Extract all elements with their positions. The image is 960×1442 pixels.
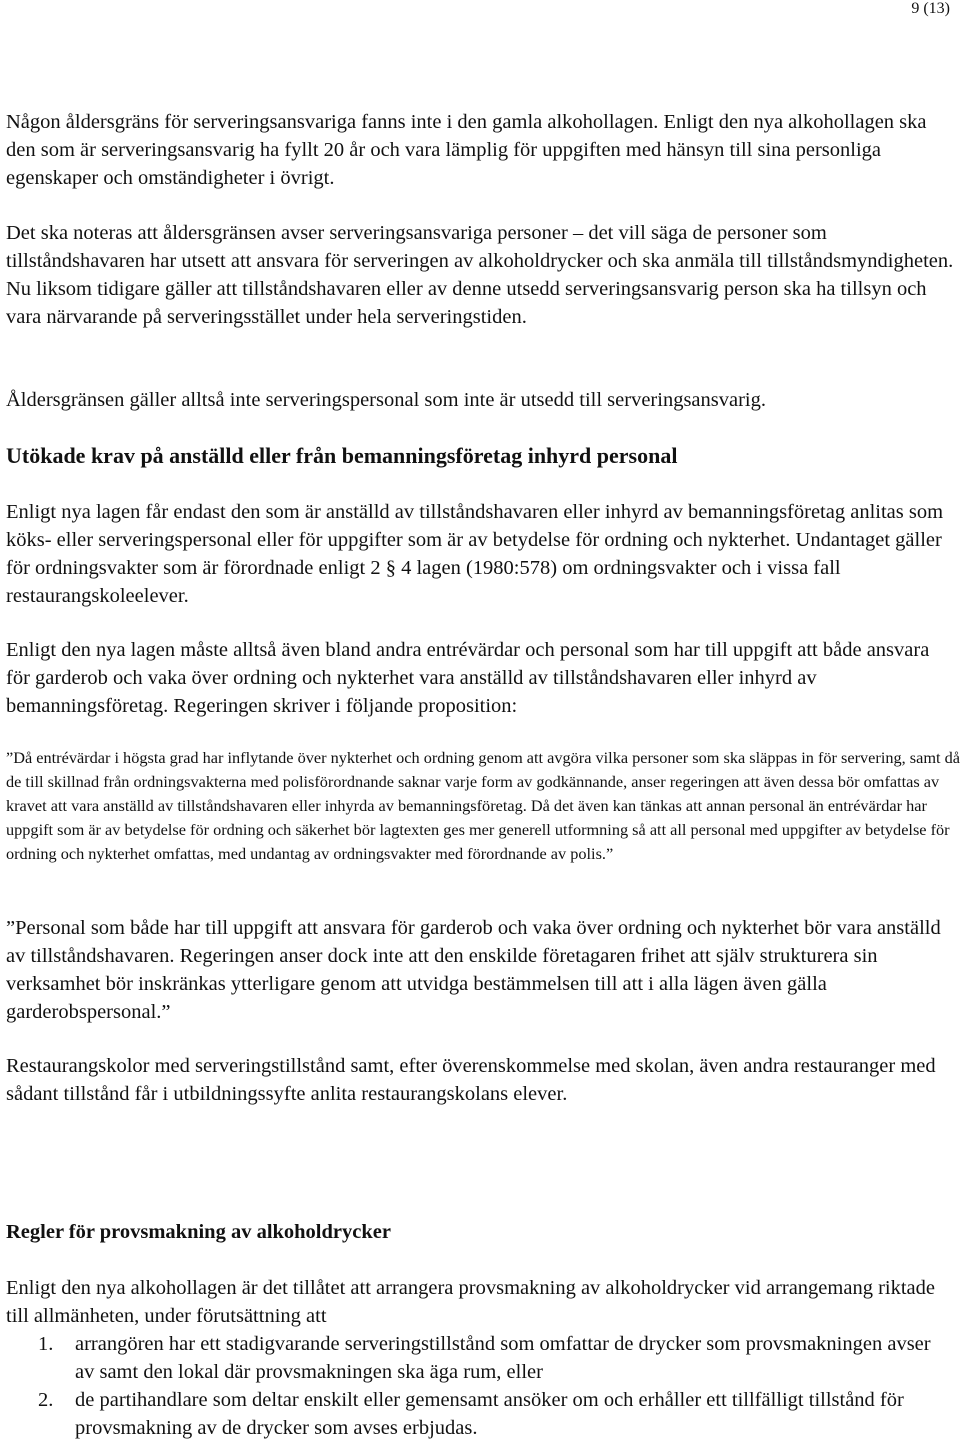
- list-item-text: de partihandlare som deltar enskilt eller gemensamt ansöker om och erhåller ett tillfälligt tillstånd för provsmakning av de drycker som avses erbjudas.: [75, 1389, 904, 1439]
- section-heading-staff-requirements: Utökade krav på anställd eller från bemanningsföretag inhyrd personal: [6, 443, 678, 468]
- list-item-text: arrangören har ett stadigvarande serveringstillstånd som omfattar de drycker som provsmakningen avser av samt den lokal där provsmakningen ska äga rum, eller: [75, 1333, 931, 1383]
- paragraph-age-limit: Någon åldersgräns för serveringsansvariga fanns inte i den gamla alkohollagen. Enligt den nya alkohollagen ska den som är serveringsansvarig ha fyllt 20 år och vara lämplig för uppgiften med hänsyn till sina personliga egenskaper och omständigheter i övrigt.: [6, 111, 927, 189]
- quote-proposition-2: ”Personal som både har till uppgift att ansvara för garderob och vaka över ordning och nykterhet bör vara anställd av tillståndshavaren. Regeringen anser dock inte att den enskilde företagaren frihet att själv strukturera sin verksamhet bör inskränkas ytterligare genom att utvidga bestämmelsen till att i alla lägen även gälla garderobspersonal.”: [6, 917, 941, 1023]
- page-number: 9 (13): [911, 0, 950, 17]
- paragraph-restaurant-schools: Restaurangskolor med serveringstillstånd samt, efter överenskommelse med skolan, även andra restauranger med sådant tillstånd får i utbildningssyfte anlita restaurangskolans elever.: [6, 1055, 936, 1105]
- paragraph-tasting-intro: Enligt den nya alkohollagen är det tillåtet att arrangera provsmakning av alkoholdrycker vid arrangemang riktade till allmänheten, under förutsättning att: [6, 1277, 935, 1327]
- paragraph-age-limit-scope: Åldersgränsen gäller alltså inte serveringspersonal som inte är utsedd till serveringsansvarig.: [6, 389, 766, 411]
- paragraph-staff-rules: Enligt nya lagen får endast den som är anställd av tillståndshavaren eller inhyrd av bemanningsföretag anlitas som köks- eller serveringspersonal eller för uppgifter som är av betydelse för ordning och nykterhet. Undantaget gäller för ordningsvakter som är förordnade enligt 2 § 4 lagen (1980:578) om ordningsvakter och i vissa fall restaurangskoleelever.: [6, 501, 944, 607]
- paragraph-entry-hosts: Enligt den nya lagen måste alltså även bland andra entrévärdar och personal som har till uppgift att både ansvara för garderob och vaka över ordning och nykterhet vara anställd av tillståndshavaren eller inhyrd av bemanningsföretag. Regeringen skriver i följande proposition:: [6, 639, 930, 717]
- section-heading-tasting-rules: Regler för provsmakning av alkoholdrycker: [6, 1221, 391, 1243]
- quote-proposition-1: ”Då entrévärdar i högsta grad har inflytande över nykterhet och ordning genom att avgöra vilka personer som ska släppas in för servering, samt då de till skillnad från ordningsvakterna med polisförordnande saknar varje form av godkännande, anser regeringen att även dessa bör omfattas av kravet att vara anställd av tillståndshavaren eller inhyrda av bemanningsföretag. Då det även kan tänkas att annan personal än entrévärdar har uppgift som är av betydelse för ordning och säkerhet bör lagtexten ges mer generell utformning så att all personal med uppgifter av betydelse för ordning och nykterhet omfattas, med undantag av ordningsvakter med förordnande av polis.”: [6, 748, 960, 863]
- paragraph-responsible-persons: Det ska noteras att åldersgränsen avser serveringsansvariga personer – det vill säga de personer som tillståndshavaren har utsett att ansvara för serveringen av alkoholdrycker och ska anmäla till tillståndsmyndigheten. Nu liksom tidigare gäller att tillståndshavaren eller av denne utsedd serveringsansvarig person ska ha tillsyn och vara närvarande på serveringsstället under hela serveringstiden.: [6, 222, 954, 328]
- list-number: 2.: [38, 1389, 54, 1411]
- list-number: 1.: [38, 1333, 54, 1355]
